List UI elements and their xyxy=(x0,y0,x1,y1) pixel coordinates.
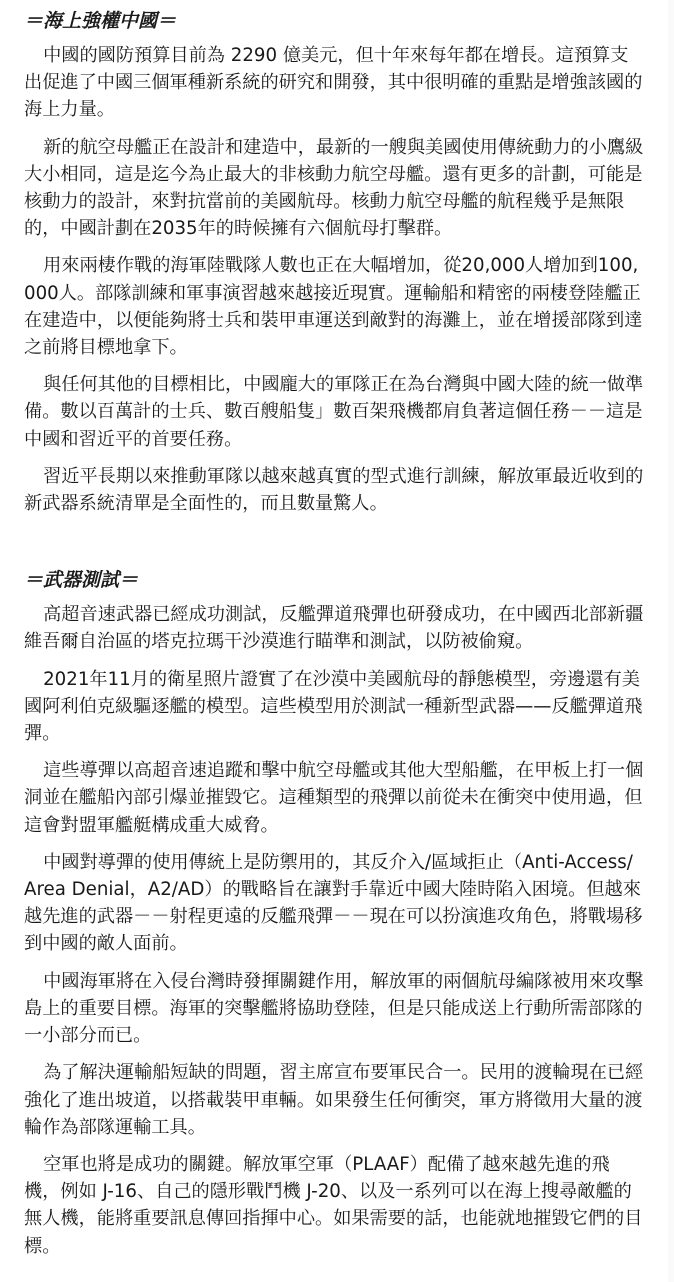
paragraph: 這些導彈以高超音速追蹤和擊中航空母艦或其他大型船艦，在甲板上打一個洞並在艦船內部引爆並摧毀它。這種類型的飛彈以前從未在衝突中使用過，但這會對盟軍艦艇構成重大威脅。 xyxy=(24,760,644,836)
paragraph: 空軍也將是成功的關鍵。解放軍空軍（PLAAF）配備了越來越先進的飛機，例如 J-16、自己的隱形戰鬥機 J-20、以及一系列可以在海上搜尋敵艦的無人機，能將重要訊息傳回指揮中心。如果需要的話，也能就地摧毀它們的目標。 xyxy=(24,1153,643,1257)
section-heading: ＝海上強權中國＝ xyxy=(24,10,177,32)
paragraph: 新的航空母艦正在設計和建造中，最新的一艘與美國使用傳統動力的小鷹級大小相同，這是迄今為止最大的非核動力航空母艦。還有更多的計劃，可能是核動力的設計，來對抗當前的美國航母。核動力航空母艦的航程幾乎是無限的，中國計劃在2035年的時候擁有六個航母打擊群。 xyxy=(24,136,644,240)
paragraph: 為了解決運輸船短缺的問題，習主席宣布要軍民合一。民用的渡輪現在已經強化了進出坡道，以搭載裝甲車輛。如果發生任何衝突，軍方將徵用大量的渡輪作為部隊運輸工具。 xyxy=(24,1062,644,1138)
paragraph: 2021年11月的衛星照片證實了在沙漠中美國航母的靜態模型，旁邊還有美國阿利伯克級驅逐艦的模型。這些模型用於測試一種新型武器——反艦彈道飛彈。 xyxy=(24,668,643,745)
paragraph: 中國對導彈的使用傳統上是防禦用的，其反介入/區域拒止（Anti-Access/Area Denial，A2/AD）的戰略旨在讓對手靠近中國大陸時陷入困境。但越來越先進的武器－－射程更遠的反艦飛彈－－現在可以扮演進攻角色，將戰場移到中國的敵人面前。 xyxy=(24,851,643,955)
paragraph: 中國海軍將在入侵台灣時發揮關鍵作用，解放軍的兩個航母編隊被用來攻擊島上的重要目標。海軍的突擊艦將協助登陸，但是只能成送上行動所需部隊的一小部分而已。 xyxy=(24,970,644,1047)
paragraph: 用來兩棲作戰的海軍陸戰隊人數也正在大幅增加，從20,000人增加到100,000人。部隊訓練和軍事演習越來越接近現實。運輸船和精密的兩棲登陸艦正在建造中，以便能夠將士兵和裝甲車運送到敵對的海灘上，並在增援部隊到達之前將目標地拿下。 xyxy=(24,255,643,359)
section-weapons-testing xyxy=(24,567,644,1259)
paragraph: 與任何其他的目標相比，中國龐大的軍隊正在為台灣與中國大陸的統一做準備。數以百萬計的士兵、數百艘船隻」數百架飛機都肩負著這個任務－－這是中國和習近平的首要任務。 xyxy=(24,374,644,450)
paragraph: 高超音速武器已經成功測試，反艦彈道飛彈也研發成功，在中國西北部新疆維吾爾自治區的塔克拉瑪干沙漠進行瞄準和測試，以防被偷窺。 xyxy=(24,604,644,653)
paragraph: 中國的國防預算目前為 2290 億美元，但十年來每年都在增長。這預算支出促進了中國三個軍種新系統的研究和開發，其中很明確的重點是增強該國的海上力量。 xyxy=(24,45,643,121)
scrollbar[interactable] xyxy=(668,0,674,1282)
paragraph: 習近平長期以來推動軍隊以越來越真實的型式進行訓練，解放軍最近收到的新武器系統清單是全面性的，而且數量驚人。 xyxy=(24,465,644,515)
section-maritime-power xyxy=(24,8,644,517)
section-heading: ＝武器測試＝ xyxy=(24,569,139,592)
